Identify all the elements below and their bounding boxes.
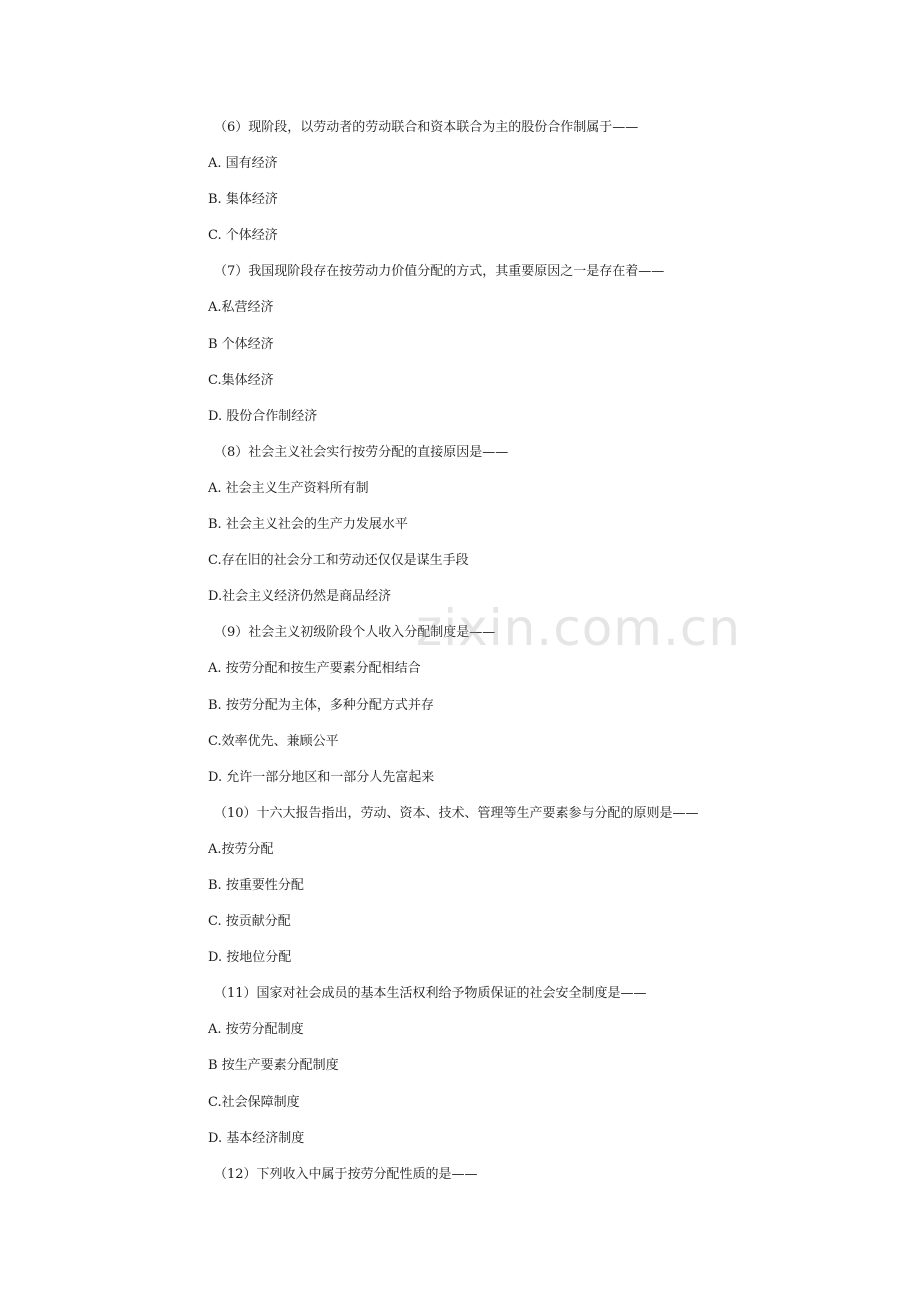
option-7-a: A.私营经济 bbox=[208, 300, 274, 316]
option-10-a: A.按劳分配 bbox=[208, 841, 274, 857]
question-stem-9: （9）社会主义初级阶段个人收入分配制度是—— bbox=[214, 625, 496, 641]
option-10-d: D. 按地位分配 bbox=[208, 950, 292, 966]
option-7-d: D. 股份合作制经济 bbox=[208, 408, 318, 424]
option-9-c: C.效率优先、兼顾公平 bbox=[208, 733, 339, 749]
option-8-a: A. 社会主义生产资料所有制 bbox=[208, 480, 369, 496]
option-7-c: C.集体经济 bbox=[208, 372, 274, 388]
option-11-b: B 按生产要素分配制度 bbox=[208, 1058, 339, 1074]
option-9-d: D. 允许一部分地区和一部分人先富起来 bbox=[208, 769, 435, 785]
option-6-c: C. 个体经济 bbox=[208, 228, 278, 244]
option-9-a: A. 按劳分配和按生产要素分配相结合 bbox=[208, 661, 421, 677]
option-11-d: D. 基本经济制度 bbox=[208, 1130, 305, 1146]
question-stem-7: （7）我国现阶段存在按劳动力价值分配的方式，其重要原因之一是存在着—— bbox=[214, 264, 665, 280]
question-stem-12: （12）下列收入中属于按劳分配性质的是—— bbox=[214, 1166, 478, 1182]
watermark-text: zixin.com.cn bbox=[416, 599, 742, 657]
question-list bbox=[208, 118, 808, 1201]
option-6-a: A. 国有经济 bbox=[208, 156, 278, 172]
option-6-b: B. 集体经济 bbox=[208, 192, 278, 208]
question-stem-8: （8）社会主义社会实行按劳分配的直接原因是—— bbox=[214, 444, 509, 460]
question-stem-6: （6）现阶段，以劳动者的劳动联合和资本联合为主的股份合作制属于—— bbox=[214, 120, 639, 135]
option-11-a: A. 按劳分配制度 bbox=[208, 1022, 304, 1038]
option-10-b: B. 按重要性分配 bbox=[208, 877, 304, 893]
option-9-b: B. 按劳分配为主体，多种分配方式并存 bbox=[208, 697, 434, 713]
option-10-c: C. 按贡献分配 bbox=[208, 914, 291, 930]
option-8-d: D.社会主义经济仍然是商品经济 bbox=[208, 589, 392, 605]
option-8-c: C.存在旧的社会分工和劳动还仅仅是谋生手段 bbox=[208, 553, 469, 569]
option-8-b: B. 社会主义社会的生产力发展水平 bbox=[208, 517, 408, 533]
question-stem-10: （10）十六大报告指出，劳动、资本、技术、管理等生产要素参与分配的原则是—— bbox=[214, 805, 699, 821]
option-11-c: C.社会保障制度 bbox=[208, 1094, 300, 1110]
question-stem-11: （11）国家对社会成员的基本生活权利给予物质保证的社会安全制度是—— bbox=[214, 986, 647, 1002]
option-7-b: B 个体经济 bbox=[208, 336, 274, 352]
